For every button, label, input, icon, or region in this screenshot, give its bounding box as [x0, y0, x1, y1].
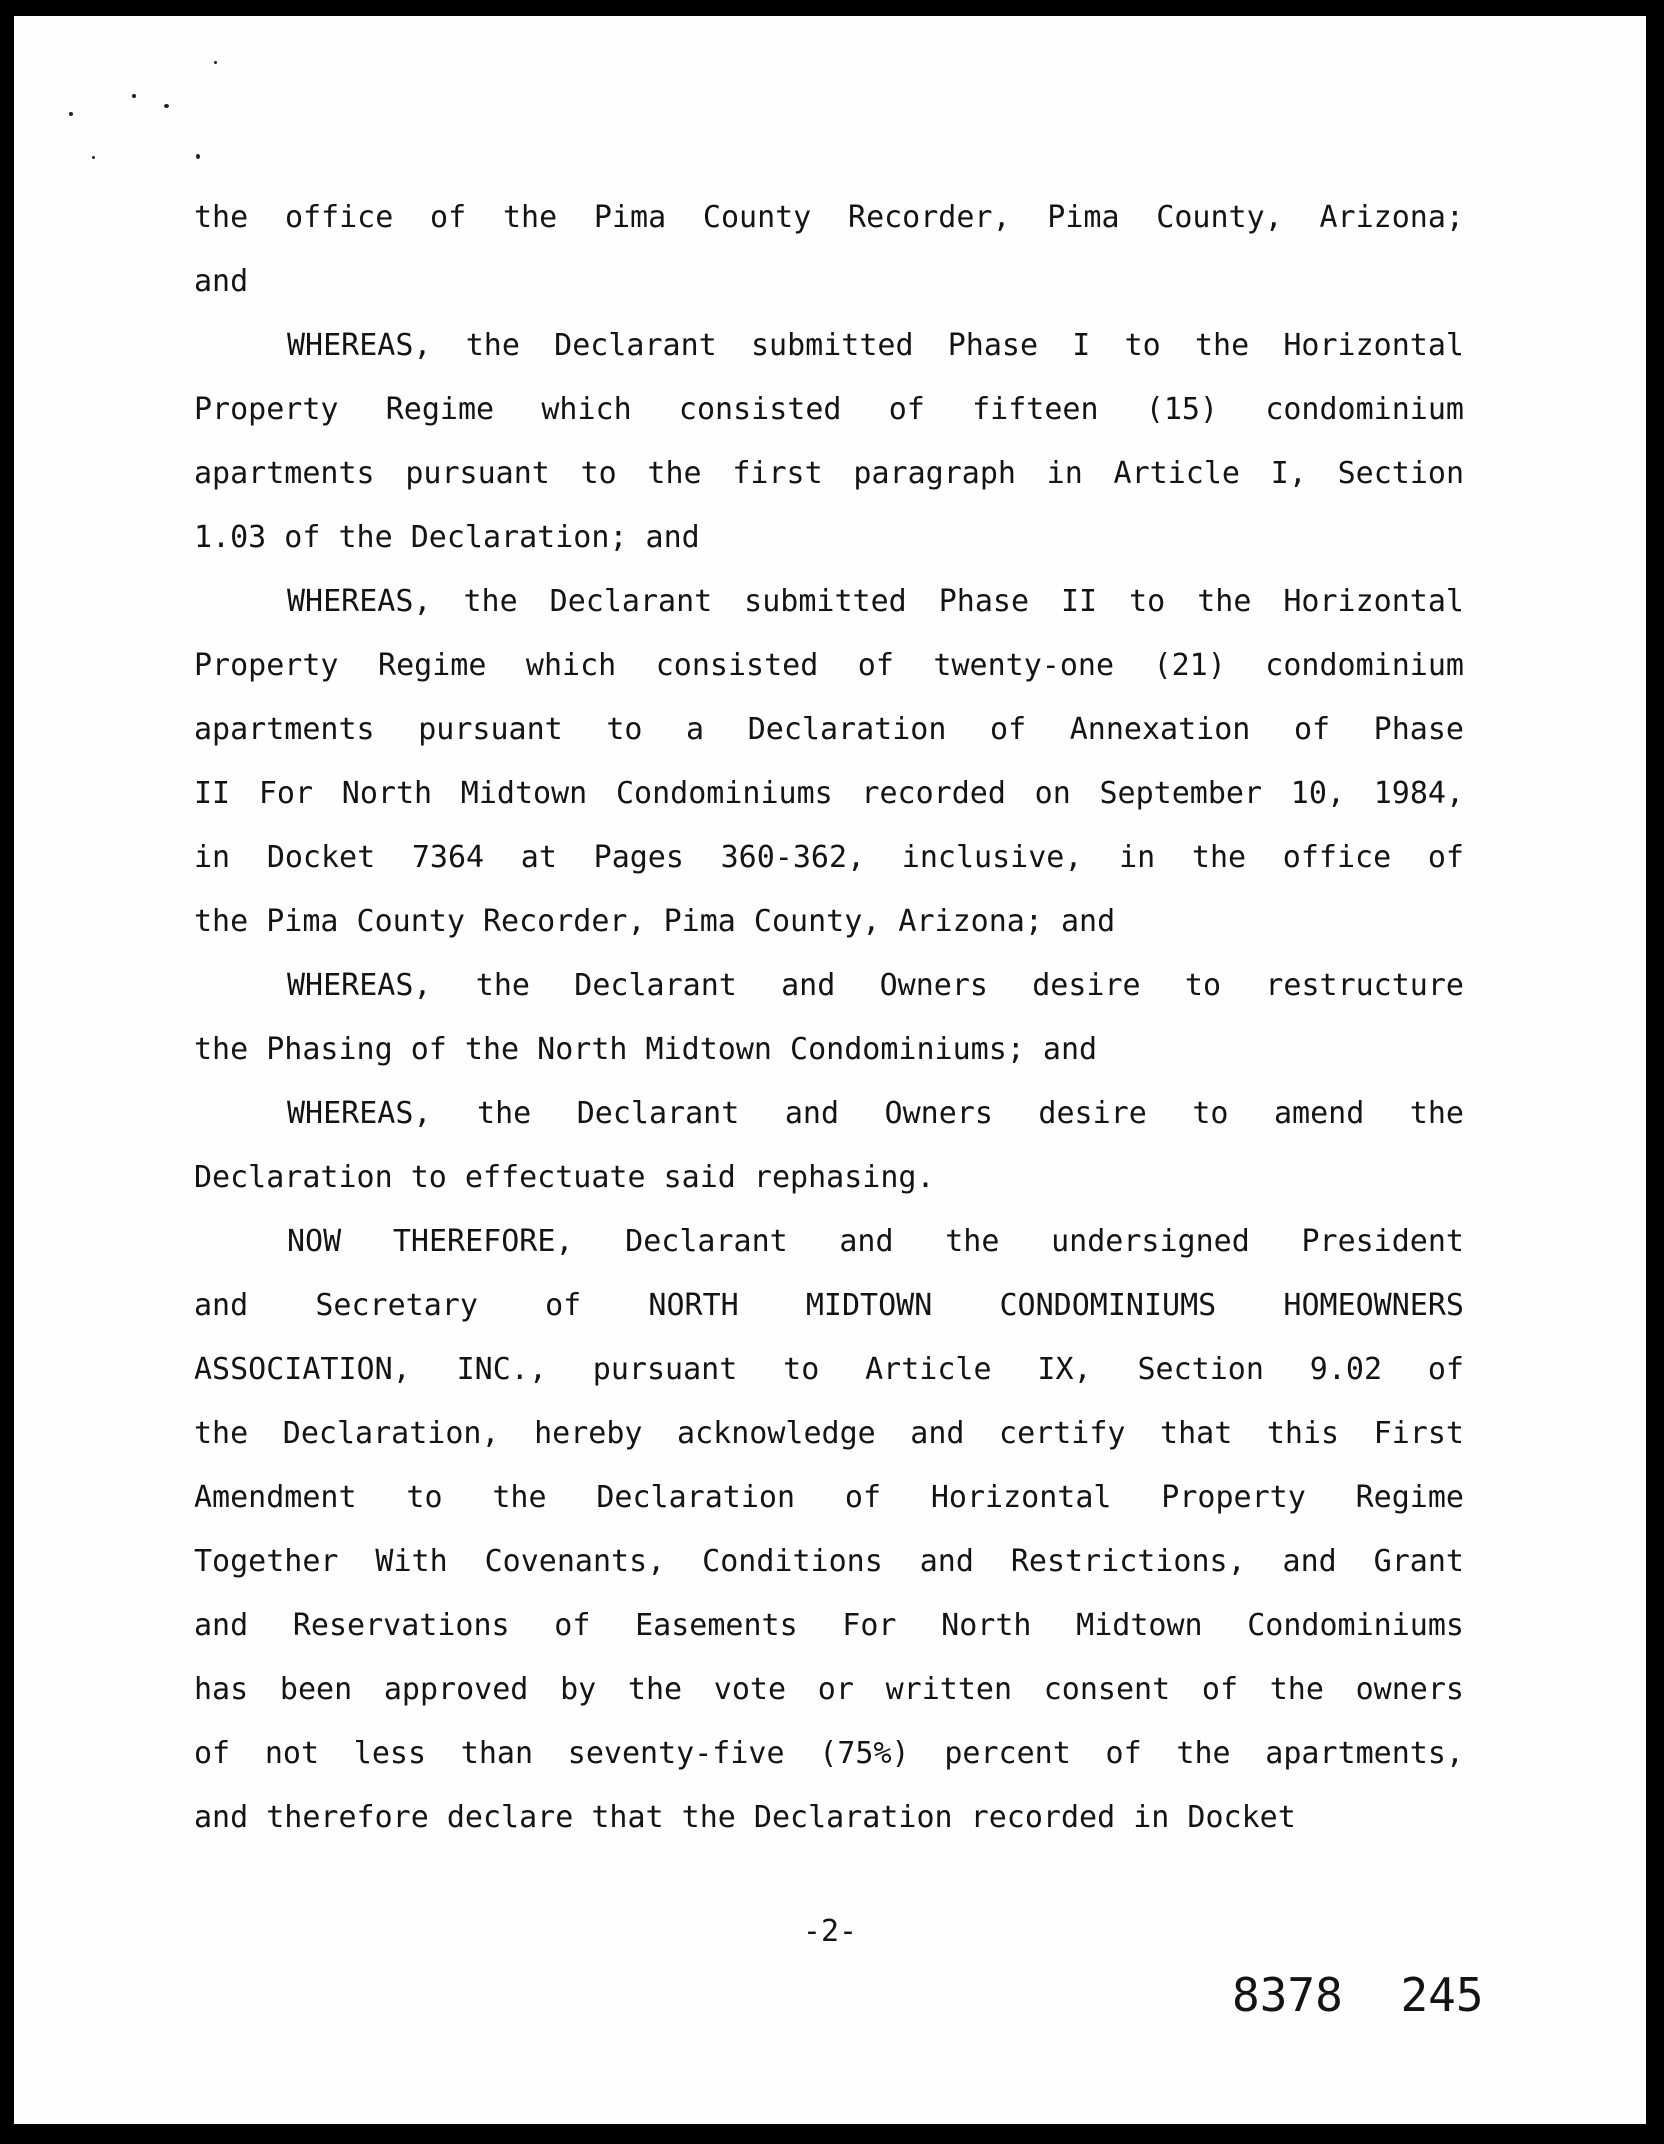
text-line: the Phasing of the North Midtown Condominiums; and: [194, 1032, 1098, 1067]
scan-speck: [92, 156, 95, 159]
text-line: WHEREAS, the Declarant and Owners desire to amend the: [287, 1096, 1464, 1131]
text-line: Amendment to the Declaration of Horizontal Property Regime: [194, 1480, 1464, 1515]
text-line: apartments pursuant to the first paragraph in Article I, Section: [194, 456, 1464, 491]
text-line: II For North Midtown Condominiums recorded on September 10, 1984,: [194, 776, 1464, 811]
text-line: the office of the Pima County Recorder, Pima County, Arizona;: [194, 200, 1464, 235]
text-line: of not less than seventy-five (75%) percent of the apartments,: [194, 1736, 1464, 1771]
page-number: -2-: [802, 1914, 858, 1949]
document-body: [194, 186, 1464, 1850]
text-line: and therefore declare that the Declaration recorded in Docket: [194, 1800, 1296, 1835]
text-line: Property Regime which consisted of fifteen (15) condominium: [194, 392, 1464, 427]
text-line: 1.03 of the Declaration; and: [194, 520, 700, 555]
text-line: Together With Covenants, Conditions and Restrictions, and Grant: [194, 1544, 1464, 1579]
text-line: WHEREAS, the Declarant submitted Phase II to the Horizontal: [287, 584, 1464, 619]
scan-speck: [132, 94, 136, 98]
scan-speck: [69, 112, 73, 116]
scan-speck: [164, 104, 169, 108]
text-line: apartments pursuant to a Declaration of Annexation of Phase: [194, 712, 1464, 747]
text-line: WHEREAS, the Declarant and Owners desire to restructure: [287, 968, 1464, 1003]
text-line: Declaration to effectuate said rephasing.: [194, 1160, 935, 1195]
text-line: the Declaration, hereby acknowledge and certify that this First: [194, 1416, 1464, 1451]
text-line: and Reservations of Easements For North Midtown Condominiums: [194, 1608, 1464, 1643]
text-line: the Pima County Recorder, Pima County, Arizona; and: [194, 904, 1116, 939]
text-line: and: [194, 264, 249, 299]
document-page: [14, 16, 1646, 2124]
text-line: and Secretary of NORTH MIDTOWN CONDOMINIUMS HOMEOWNERS: [194, 1288, 1464, 1323]
text-line: in Docket 7364 at Pages 360-362, inclusive, in the office of: [194, 840, 1464, 875]
text-line: has been approved by the vote or written consent of the owners: [194, 1672, 1464, 1707]
text-line: Property Regime which consisted of twenty-one (21) condominium: [194, 648, 1464, 683]
docket-reference: 8378 245: [1232, 1968, 1484, 2022]
text-line: ASSOCIATION, INC., pursuant to Article IX, Section 9.02 of: [194, 1352, 1464, 1387]
text-line: WHEREAS, the Declarant submitted Phase I to the Horizontal: [287, 328, 1464, 363]
scan-speck: [196, 154, 200, 159]
scan-speck: [214, 61, 217, 64]
text-line: NOW THEREFORE, Declarant and the undersigned President: [287, 1224, 1464, 1259]
